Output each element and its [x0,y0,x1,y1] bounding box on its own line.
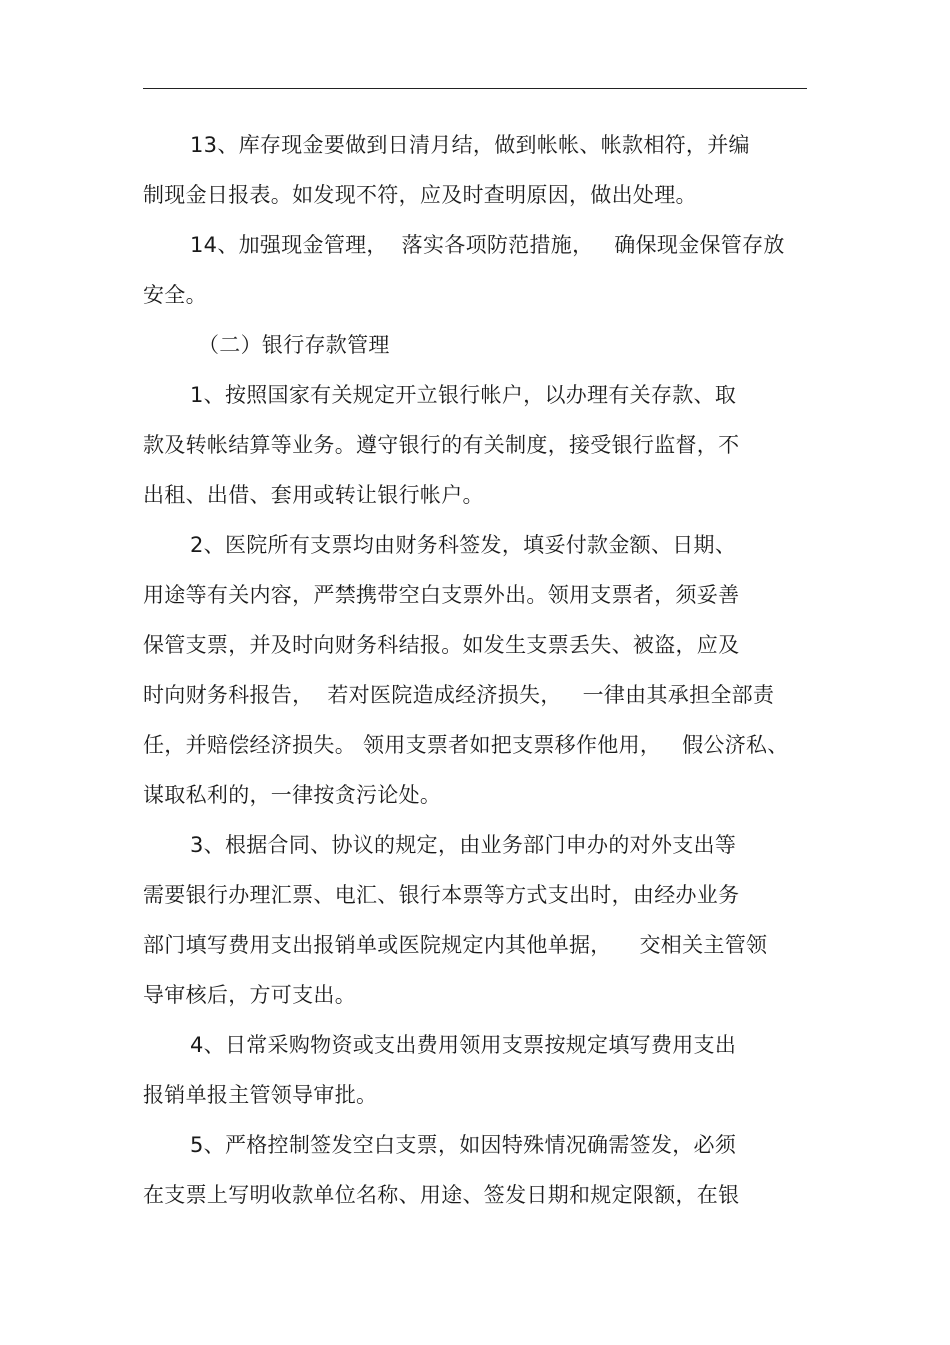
text-line: 需要银行办理汇票、电汇、银行本票等方式支出时，由经办业务 [143,883,740,907]
text-line: 部门填写费用支出报销单或医院规定内其他单据， 交相关主管领 [143,933,768,957]
text-line: 用途等有关内容，严禁携带空白支票外出。领用支票者，须妥善 [143,583,740,607]
text-line: 保管支票，并及时向财务科结报。如发生支票丢失、被盗，应及 [143,633,740,657]
text-line: 5、严格控制签发空白支票，如因特殊情况确需签发，必须 [190,1133,737,1157]
text-line: 时向财务科报告， 若对医院造成经济损失， 一律由其承担全部责 [143,683,775,707]
text-line: 2、医院所有支票均由财务科签发，填妥付款金额、日期、 [190,533,737,557]
text-line: 导审核后，方可支出。 [143,983,356,1007]
text-line: 制现金日报表。如发现不符，应及时查明原因，做出处理。 [143,183,697,207]
text-line: 报销单报主管领导审批。 [143,1083,378,1107]
section-heading: （二）银行存款管理 [198,333,390,357]
text-line: 3、根据合同、协议的规定，由业务部门申办的对外支出等 [190,833,737,857]
text-line: 在支票上写明收款单位名称、用途、签发日期和规定限额，在银 [143,1183,740,1207]
text-line: 任，并赔偿经济损失。 领用支票者如把支票移作他用， 假公济私、 [143,733,789,757]
text-line: 4、日常采购物资或支出费用领用支票按规定填写费用支出 [190,1033,737,1057]
text-line: 出租、出借、套用或转让银行帐户。 [143,483,484,507]
text-line: 14、加强现金管理， 落实各项防范措施， 确保现金保管存放 [190,233,785,257]
text-line: 安全。 [143,283,207,307]
text-line: 13、库存现金要做到日清月结，做到帐帐、帐款相符，并编 [190,133,750,157]
header-rule [143,88,807,89]
text-line: 1、按照国家有关规定开立银行帐户，以办理有关存款、取 [190,383,737,407]
text-line: 款及转帐结算等业务。遵守银行的有关制度，接受银行监督，不 [143,433,740,457]
text-line: 谋取私利的，一律按贪污论处。 [143,783,442,807]
